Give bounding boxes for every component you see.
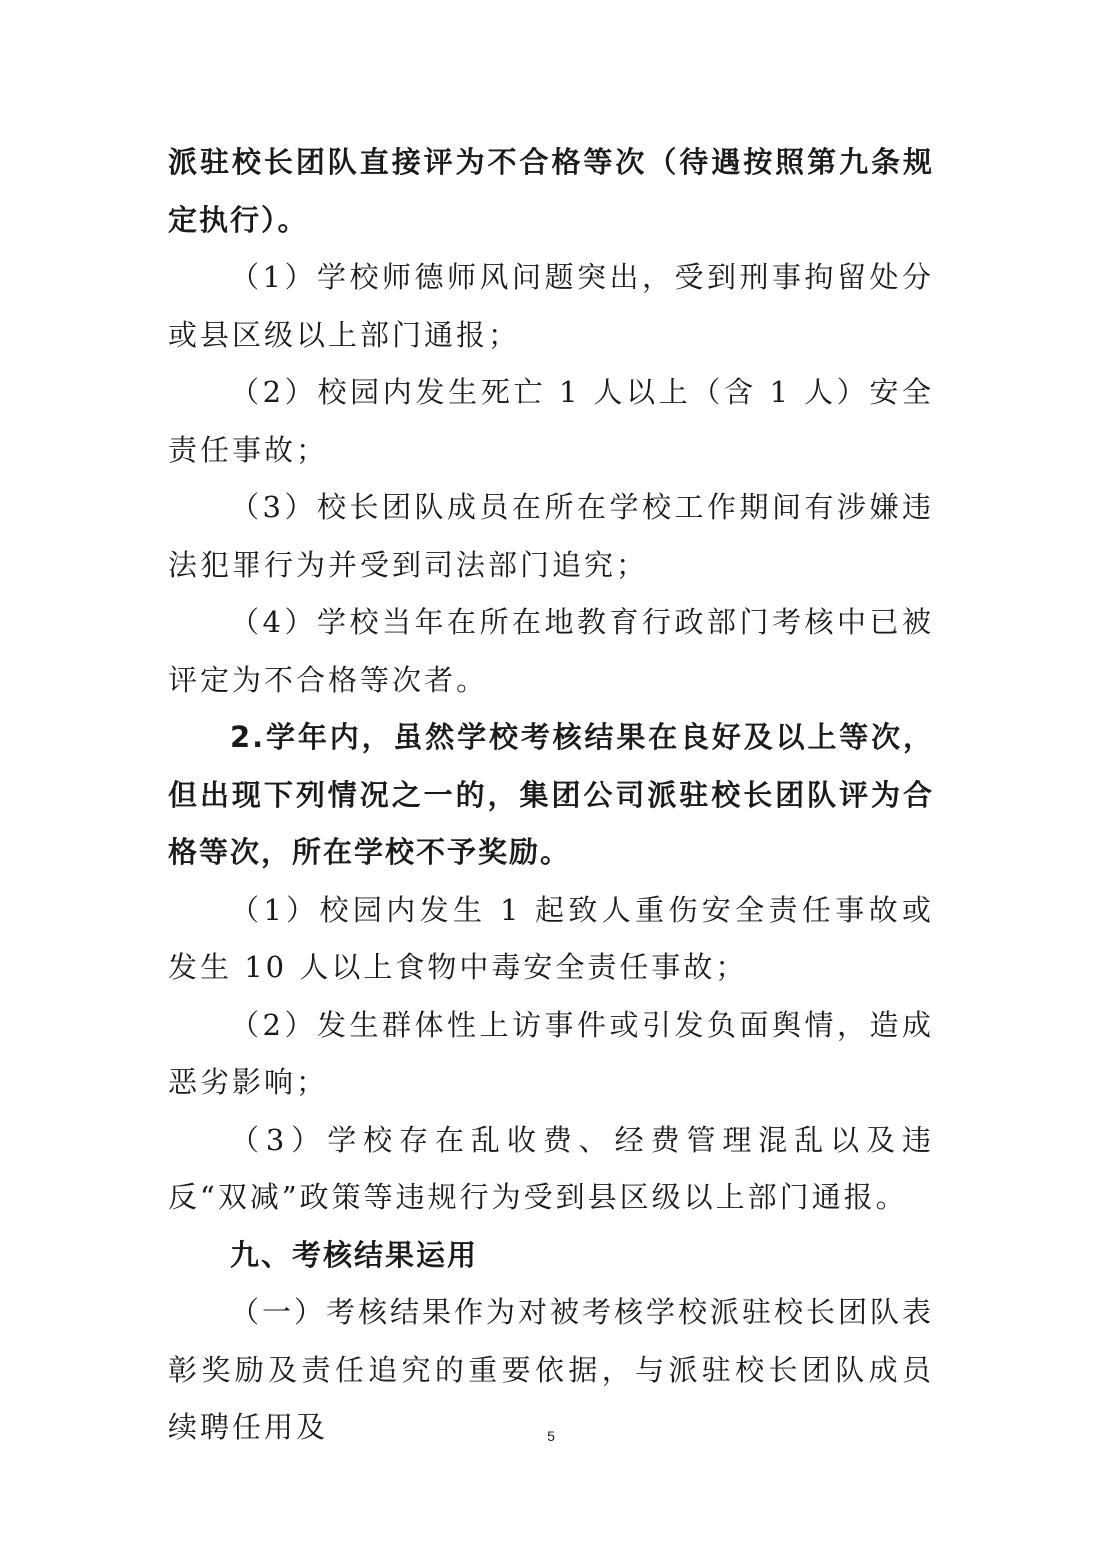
paragraph-item-3: （3）校长团队成员在所在学校工作期间有涉嫌违法犯罪行为并受到司法部门追究；: [168, 490, 934, 582]
paragraph-continuation-bold: 派驻校长团队直接评为不合格等次（待遇按照第九条规定执行）。: [168, 145, 934, 237]
paragraph-item-1: （1）学校师德师风问题突出，受到刑事拘留处分或县区级以上部门通报；: [168, 260, 934, 352]
paragraph-item-2-2: （2）发生群体性上访事件或引发负面舆情，造成恶劣影响；: [168, 1007, 934, 1099]
paragraph-section-9-1: （一）考核结果作为对被考核学校派驻校长团队表彰奖励及责任追究的重要依据，与派驻校长团队成员续聘任用及: [168, 1295, 935, 1444]
paragraph-section-2-bold: 2.学年内，虽然学校考核结果在良好及以上等次，但出现下列情况之一的，集团公司派驻校长团队评为合格等次，所在学校不予奖励。: [168, 720, 934, 869]
section-heading-nine: 九、考核结果运用: [230, 1237, 479, 1272]
paragraph-item-2: （2）校园内发生死亡 1 人以上（含 1 人）安全责任事故；: [168, 375, 934, 467]
paragraph-item-2-1: （1）校园内发生 1 起致人重伤安全责任事故或发生 10 人以上食物中毒安全责任事故；: [168, 892, 934, 984]
paragraph-item-4: （4）学校当年在所在地教育行政部门考核中已被评定为不合格等次者。: [168, 605, 934, 697]
paragraph-item-2-3: （3）学校存在乱收费、经费管理混乱以及违反“双减”政策等违规行为受到县区级以上部门通报。: [168, 1122, 934, 1214]
page-number: 5: [547, 1428, 555, 1444]
document-body: [168, 134, 934, 1457]
